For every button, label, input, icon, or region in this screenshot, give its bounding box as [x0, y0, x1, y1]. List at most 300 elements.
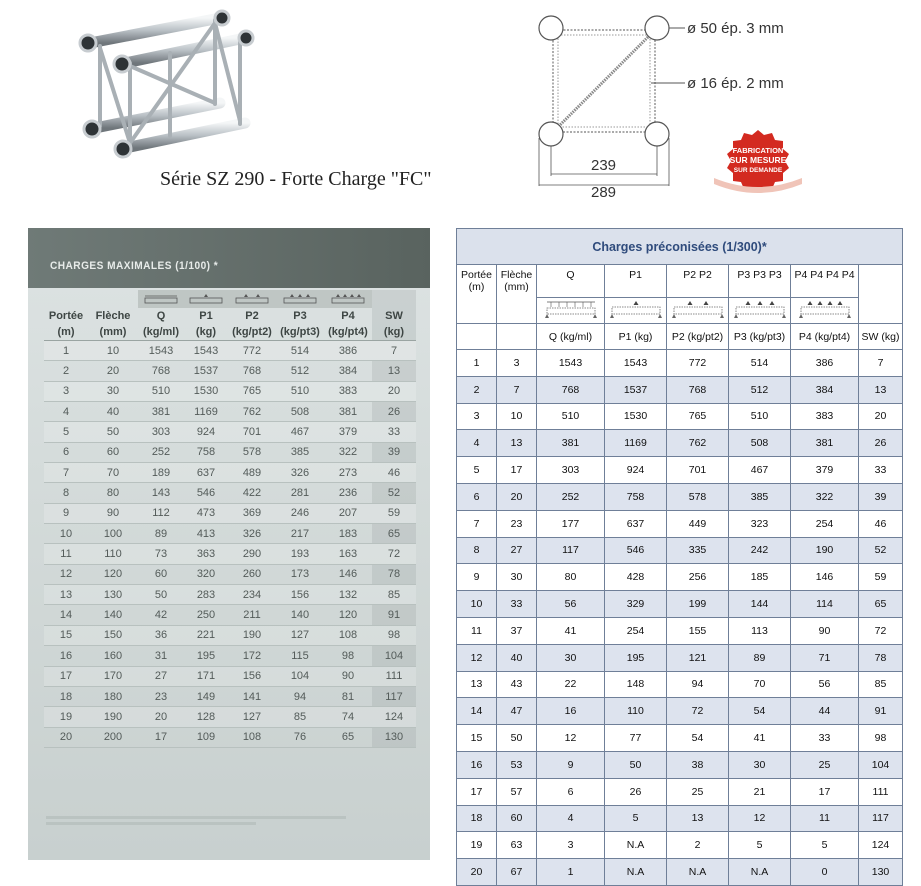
photo-table-cell: 190	[88, 707, 138, 727]
photo-table-row	[44, 686, 416, 706]
table-cell: 254	[791, 510, 859, 537]
photo-table-row	[44, 585, 416, 605]
photo-table-cell: 383	[324, 381, 372, 401]
table-cell: 54	[729, 698, 791, 725]
dim-inner-label: 239	[591, 157, 617, 174]
table-row	[457, 564, 903, 591]
table-row	[457, 510, 903, 537]
photo-table-cell: 173	[276, 564, 324, 584]
photo-table-cell: 132	[324, 585, 372, 605]
table-cell: 7	[457, 510, 497, 537]
table-cell: 70	[729, 671, 791, 698]
table-cell: 5	[605, 805, 667, 832]
col-sw-blank	[859, 265, 903, 324]
table-cell: 1543	[605, 350, 667, 377]
photo-table-cell: 10	[88, 341, 138, 361]
table-cell: 578	[667, 483, 729, 510]
photo-table-cell: 111	[372, 666, 416, 686]
photo-table-cell: 200	[88, 727, 138, 747]
recommended-loads-grid	[456, 228, 903, 886]
table-cell: 33	[791, 725, 859, 752]
photo-table-cell: 326	[276, 463, 324, 483]
photo-table-cell: 5	[44, 422, 88, 442]
photo-table-cell: 110	[88, 544, 138, 564]
photo-table-row	[44, 381, 416, 401]
photo-table-cell: 15	[44, 625, 88, 645]
table-cell: 17	[791, 778, 859, 805]
photo-table-cell: 98	[372, 625, 416, 645]
table-cell: 758	[605, 483, 667, 510]
photo-unit: (kg)	[372, 323, 416, 341]
table-cell: 16	[537, 698, 605, 725]
table-cell: 1537	[605, 376, 667, 403]
table-cell: 514	[729, 350, 791, 377]
badge-line-1: FABRICATION	[732, 146, 784, 155]
photo-table-cell: 8	[44, 483, 88, 503]
table-cell: 322	[791, 483, 859, 510]
photo-table-row	[44, 544, 416, 564]
photo-table-cell: 140	[88, 605, 138, 625]
photo-col-sw: SW	[372, 308, 416, 323]
photo-table-cell: 91	[372, 605, 416, 625]
table-row	[457, 859, 903, 886]
table-cell: 256	[667, 564, 729, 591]
table-cell: 72	[667, 698, 729, 725]
photo-table-cell: 20	[44, 727, 88, 747]
table-cell: 146	[791, 564, 859, 591]
photo-table-row	[44, 564, 416, 584]
photo-table-header-band	[28, 228, 430, 288]
table-cell: 195	[605, 644, 667, 671]
table-cell: 41	[729, 725, 791, 752]
table-cell: 41	[537, 617, 605, 644]
table-cell: 53	[497, 751, 537, 778]
photo-table-cell: 18	[44, 686, 88, 706]
table-cell: N.A	[729, 859, 791, 886]
col-deflection-header	[497, 265, 537, 324]
table-cell: 508	[729, 430, 791, 457]
table-row	[457, 725, 903, 752]
table-cell: 30	[729, 751, 791, 778]
photo-table-cell: 90	[324, 666, 372, 686]
photo-table-cell: 19	[44, 707, 88, 727]
table-cell: 26	[605, 778, 667, 805]
photo-table-cell: 120	[324, 605, 372, 625]
table-cell: 124	[859, 832, 903, 859]
table-cell: 1169	[605, 430, 667, 457]
photo-table-cell: 281	[276, 483, 324, 503]
badge-line-3: SUR DEMANDE	[733, 167, 783, 174]
photo-table-cell: 422	[228, 483, 276, 503]
photo-table-cell: 320	[184, 564, 228, 584]
photo-table-cell: 765	[228, 381, 276, 401]
table-cell: 190	[791, 537, 859, 564]
photo-table-cell: 207	[324, 503, 372, 523]
photo-table-cell: 1	[44, 341, 88, 361]
table-cell: 63	[497, 832, 537, 859]
photo-table-cell: 772	[228, 341, 276, 361]
photo-table-cell: 60	[88, 442, 138, 462]
photo-table-cell: 143	[138, 483, 184, 503]
photo-table-cell: 31	[138, 646, 184, 666]
photo-table-cell: 50	[138, 585, 184, 605]
custom-fabrication-badge	[710, 128, 806, 198]
photo-table-cell: 72	[372, 544, 416, 564]
photo-table-cell: 76	[276, 727, 324, 747]
photo-table-cell: 127	[228, 707, 276, 727]
photo-col-q: Q	[156, 309, 166, 322]
table-cell: 12	[537, 725, 605, 752]
table-cell: 510	[729, 403, 791, 430]
table-cell: 13	[667, 805, 729, 832]
table-cell: 21	[729, 778, 791, 805]
col-deflection-unit: (mm)	[504, 281, 529, 293]
table-cell: 110	[605, 698, 667, 725]
photo-table-cell: 171	[184, 666, 228, 686]
photo-table-cell: 73	[138, 544, 184, 564]
table-cell: 0	[791, 859, 859, 886]
badge-line-2: SUR MESURE	[729, 155, 787, 165]
photo-table-cell: 33	[372, 422, 416, 442]
photo-table-cell: 7	[372, 341, 416, 361]
table-cell: 383	[791, 403, 859, 430]
table-cell: 30	[497, 564, 537, 591]
photo-table-cell: 512	[276, 361, 324, 381]
table-cell: 467	[729, 457, 791, 484]
table-cell: 5	[729, 832, 791, 859]
table-cell: 1	[457, 350, 497, 377]
table-cell: 59	[859, 564, 903, 591]
table-cell: 94	[667, 671, 729, 698]
table-cell: 17	[497, 457, 537, 484]
table-cell: 6	[537, 778, 605, 805]
table-cell: 72	[859, 617, 903, 644]
col-p4-load: P4 P4 P4 P4	[791, 265, 859, 298]
table-row	[457, 350, 903, 377]
photo-table-cell: 1543	[184, 341, 228, 361]
photo-table-cell: 183	[324, 524, 372, 544]
photo-unit: (kg/pt2)	[228, 323, 276, 341]
load-diagram-p3	[729, 298, 791, 324]
photo-unit: (kg/pt3)	[276, 323, 324, 341]
photo-table-cell: 489	[228, 463, 276, 483]
photo-table-cell: 50	[88, 422, 138, 442]
photo-table-cell: 363	[184, 544, 228, 564]
table-cell: 701	[667, 457, 729, 484]
photo-table-cell: 36	[138, 625, 184, 645]
table-cell: 77	[605, 725, 667, 752]
table-cell: 7	[859, 350, 903, 377]
table-cell: 19	[457, 832, 497, 859]
table-cell: 90	[791, 617, 859, 644]
table-cell: 85	[859, 671, 903, 698]
photo-table-cell: 189	[138, 463, 184, 483]
photo-table-cell: 104	[276, 666, 324, 686]
table-cell: 16	[457, 751, 497, 778]
photo-table-cell: 473	[184, 503, 228, 523]
photo-table-cell: 128	[184, 707, 228, 727]
table-row	[457, 805, 903, 832]
table-row	[457, 644, 903, 671]
photo-icon-p2	[228, 290, 276, 308]
photo-table-cell: 109	[184, 727, 228, 747]
photo-table-row	[44, 605, 416, 625]
photo-col-p3: P3	[293, 309, 307, 322]
table-row	[457, 537, 903, 564]
photo-table-cell: 52	[372, 483, 416, 503]
photo-col-p4: P4	[341, 309, 355, 322]
photo-table-cell: 381	[138, 402, 184, 422]
photo-table-cell: 1537	[184, 361, 228, 381]
table-cell: 1530	[605, 403, 667, 430]
photo-table-row	[44, 503, 416, 523]
photo-table-cell: 74	[324, 707, 372, 727]
photo-table-cell: 326	[228, 524, 276, 544]
photo-table-cell: 156	[276, 585, 324, 605]
table-cell: 13	[859, 376, 903, 403]
table-cell: 52	[859, 537, 903, 564]
photo-table-cell: 98	[324, 646, 372, 666]
table-cell: 381	[537, 430, 605, 457]
photo-table-cell: 578	[228, 442, 276, 462]
table-cell: 252	[537, 483, 605, 510]
photo-col-p2: P2	[245, 309, 259, 322]
dim-outer-label: 289	[591, 184, 617, 200]
table-cell: 2	[667, 832, 729, 859]
table-cell: 637	[605, 510, 667, 537]
photo-table-body	[44, 341, 416, 748]
photo-table-row	[44, 524, 416, 544]
table-cell: 54	[667, 725, 729, 752]
photo-table-cell: 141	[228, 686, 276, 706]
photo-table-cell: 85	[276, 707, 324, 727]
photo-table-cell: 59	[372, 503, 416, 523]
photo-table-cell: 290	[228, 544, 276, 564]
header-spacer	[457, 324, 497, 350]
load-diagram-p4	[791, 298, 859, 324]
photo-table-cell: 140	[276, 605, 324, 625]
photo-table-cell: 65	[324, 727, 372, 747]
photo-table-cell: 170	[88, 666, 138, 686]
table-cell: 50	[497, 725, 537, 752]
table-cell: 23	[497, 510, 537, 537]
table-cell: 384	[791, 376, 859, 403]
unit-p4: P4 (kg/pt4)	[791, 324, 859, 350]
photo-table-cell: 246	[276, 503, 324, 523]
table-cell: 329	[605, 591, 667, 618]
photo-table-cell: 413	[184, 524, 228, 544]
tube-main-label: ø 50 ép. 3 mm	[687, 20, 784, 37]
photo-table-cell: 273	[324, 463, 372, 483]
table-cell: 78	[859, 644, 903, 671]
table-cell: 242	[729, 537, 791, 564]
table-cell: 155	[667, 617, 729, 644]
photo-table-cell: 146	[324, 564, 372, 584]
table-cell: 199	[667, 591, 729, 618]
table-cell: 43	[497, 671, 537, 698]
table-cell: 12	[729, 805, 791, 832]
photo-table-cell: 172	[228, 646, 276, 666]
photo-table-cell: 20	[138, 707, 184, 727]
table-cell: 303	[537, 457, 605, 484]
table-cell: 104	[859, 751, 903, 778]
photo-table-cell: 758	[184, 442, 228, 462]
photo-table-cell: 701	[228, 422, 276, 442]
table-cell: 1	[537, 859, 605, 886]
table-cell: 8	[457, 537, 497, 564]
table-cell: N.A	[667, 859, 729, 886]
table-row	[457, 698, 903, 725]
photo-table-cell: 94	[276, 686, 324, 706]
photo-table-cell: 1530	[184, 381, 228, 401]
table-cell: 762	[667, 430, 729, 457]
load-diagram-q	[537, 298, 605, 324]
table-cell: 386	[791, 350, 859, 377]
table-cell: 11	[791, 805, 859, 832]
photo-table-cell: 384	[324, 361, 372, 381]
table-cell: 39	[859, 483, 903, 510]
photo-table-cell: 17	[44, 666, 88, 686]
table-cell: 18	[457, 805, 497, 832]
photo-table-cell: 514	[276, 341, 324, 361]
photo-table-row	[44, 463, 416, 483]
table-cell: 67	[497, 859, 537, 886]
table-cell: 27	[497, 537, 537, 564]
photo-table-cell: 250	[184, 605, 228, 625]
photo-table-cell: 260	[228, 564, 276, 584]
table-cell: 20	[497, 483, 537, 510]
photo-table-cell: 217	[276, 524, 324, 544]
table-cell: 428	[605, 564, 667, 591]
table-cell: 4	[457, 430, 497, 457]
table-cell: 47	[497, 698, 537, 725]
table-cell: 148	[605, 671, 667, 698]
photo-table-cell: 7	[44, 463, 88, 483]
photo-table-cell: 211	[228, 605, 276, 625]
table-row	[457, 376, 903, 403]
photo-table-cell: 510	[276, 381, 324, 401]
table-cell: 768	[667, 376, 729, 403]
table-cell: 323	[729, 510, 791, 537]
table-cell: 111	[859, 778, 903, 805]
photo-table-cell: 130	[88, 585, 138, 605]
photo-table-row	[44, 341, 416, 361]
photo-table-cell: 379	[324, 422, 372, 442]
photo-table-cell: 163	[324, 544, 372, 564]
table-cell: 20	[859, 403, 903, 430]
table-cell: 25	[667, 778, 729, 805]
photo-table-row	[44, 483, 416, 503]
table-cell: 46	[859, 510, 903, 537]
table-cell: 91	[859, 698, 903, 725]
photo-table-cell: 27	[138, 666, 184, 686]
photo-table-cell: 20	[372, 381, 416, 401]
table-cell: 3	[497, 350, 537, 377]
photo-table-cell: 467	[276, 422, 324, 442]
photo-table-row	[44, 707, 416, 727]
table-row	[457, 457, 903, 484]
table-cell: 4	[537, 805, 605, 832]
load-diagram-p2	[667, 298, 729, 324]
photo-table-cell: 1169	[184, 402, 228, 422]
table-cell: 89	[729, 644, 791, 671]
photo-table-cell: 100	[88, 524, 138, 544]
table-cell: 7	[497, 376, 537, 403]
photo-table-cell: 546	[184, 483, 228, 503]
table-row	[457, 751, 903, 778]
table-cell: 121	[667, 644, 729, 671]
photo-unit: (kg/ml)	[138, 323, 184, 341]
photo-table-cell: 193	[276, 544, 324, 564]
photo-table-row	[44, 422, 416, 442]
table-cell: 5	[457, 457, 497, 484]
photo-table-cell: 924	[184, 422, 228, 442]
photo-table-cell: 42	[138, 605, 184, 625]
series-title: Série SZ 290 - Forte Charge "FC"	[160, 168, 432, 190]
table-cell: 113	[729, 617, 791, 644]
header-spacer	[497, 324, 537, 350]
photo-table-cell: 303	[138, 422, 184, 442]
table-cell: 254	[605, 617, 667, 644]
unit-p1: P1 (kg)	[605, 324, 667, 350]
photo-table-cell: 1543	[138, 341, 184, 361]
photo-icon-p3	[276, 290, 324, 308]
table-cell: 768	[537, 376, 605, 403]
photo-table-cell: 322	[324, 442, 372, 462]
table-row	[457, 591, 903, 618]
photo-table-cell: 510	[138, 381, 184, 401]
table-cell: 20	[457, 859, 497, 886]
photo-table-cell: 130	[372, 727, 416, 747]
table-cell: N.A	[605, 832, 667, 859]
photo-table-title: CHARGES MAXIMALES (1/100) *	[50, 260, 219, 272]
table-cell: 13	[497, 430, 537, 457]
photo-col-deflection: Flèche	[95, 309, 131, 322]
truss-photo	[70, 8, 260, 168]
photo-table-cell: 6	[44, 442, 88, 462]
photo-table-cell: 11	[44, 544, 88, 564]
table-cell: 65	[859, 591, 903, 618]
table-cell: 546	[605, 537, 667, 564]
photo-table-cell: 4	[44, 402, 88, 422]
table-cell: 38	[667, 751, 729, 778]
tube-brace-label: ø 16 ép. 2 mm	[687, 75, 784, 92]
photo-table-cell: 46	[372, 463, 416, 483]
table-cell: 98	[859, 725, 903, 752]
photo-table-cell: 283	[184, 585, 228, 605]
table-row	[457, 671, 903, 698]
unit-p3: P3 (kg/pt3)	[729, 324, 791, 350]
table-cell: 185	[729, 564, 791, 591]
photo-table-cell: 13	[372, 361, 416, 381]
table-cell: 33	[497, 591, 537, 618]
col-span-label: Portée	[461, 269, 492, 281]
photo-table-cell: 89	[138, 524, 184, 544]
photo-table-cell: 30	[88, 381, 138, 401]
recommended-loads-body	[457, 350, 903, 886]
table-cell: 33	[859, 457, 903, 484]
photo-table-cell: 9	[44, 503, 88, 523]
table-cell: 5	[791, 832, 859, 859]
col-p2-load: P2 P2	[667, 265, 729, 298]
photo-table-row	[44, 625, 416, 645]
photo-table-cell: 14	[44, 605, 88, 625]
table-cell: 130	[859, 859, 903, 886]
photo-table-cell: 17	[138, 727, 184, 747]
table-cell: 71	[791, 644, 859, 671]
photo-icon-q	[138, 290, 184, 308]
photo-table-cell: 60	[138, 564, 184, 584]
